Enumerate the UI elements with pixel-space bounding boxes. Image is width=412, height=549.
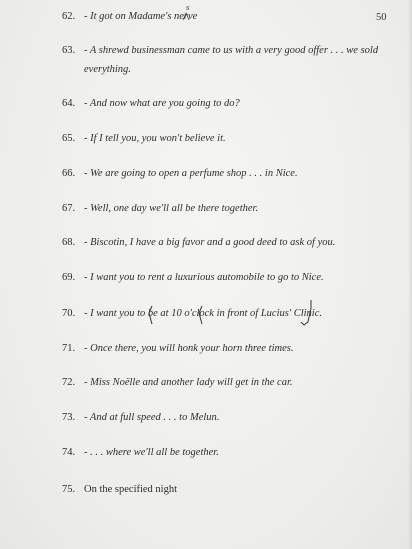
line-number-64: 64. [62, 98, 76, 109]
line-text-68: - Biscotin, I have a big favor and a good deed to ask of you. [84, 237, 336, 248]
line-number-66: 66. [62, 168, 76, 179]
line-number-69: 69. [62, 272, 76, 283]
line-text-67: - Well, one day we'll all be there together. [84, 203, 259, 214]
page-edge-shadow [408, 0, 412, 549]
line-text-70: - I want you to be at 10 o'clock in front of Lucius' Clinic. [84, 308, 322, 319]
line-number-71: 71. [62, 343, 76, 354]
line-number-68: 68. [62, 237, 76, 248]
line-text-69: - I want you to rent a luxurious automobile to go to Nice. [84, 272, 324, 283]
page-number: 50 [376, 12, 387, 23]
line-number-74: 74. [62, 447, 76, 458]
line-text-74: - . . . where we'll all be together. [84, 447, 219, 458]
line-number-70: 70. [62, 308, 76, 319]
line-text-75: On the specified night [84, 484, 178, 495]
line-number-65: 65. [62, 133, 76, 144]
line-text-63-continued: everything. [84, 64, 131, 75]
line-text-63: - A shrewd businessman came to us with a very good offer . . . we sold [84, 45, 379, 56]
line-number-63: 63. [62, 45, 76, 56]
line-number-73: 73. [62, 412, 76, 423]
line-text-66: - We are going to open a perfume shop . . . in Nice. [84, 168, 298, 179]
handwritten-s-mark: s [186, 4, 190, 12]
line-text-73: - And at full speed . . . to Melun. [84, 412, 220, 423]
line-text-64: - And now what are you going to do? [84, 98, 240, 109]
line-text-72: - Miss Noëlle and another lady will get in the car. [84, 377, 293, 388]
line-number-75: 75. [62, 484, 76, 495]
line-number-72: 72. [62, 377, 76, 388]
line-number-62: 62. [62, 11, 76, 22]
line-number-67: 67. [62, 203, 76, 214]
line-text-65: - If I tell you, you won't believe it. [84, 133, 226, 144]
line-text-71: - Once there, you will honk your horn three times. [84, 343, 294, 354]
line-text-62: - It got on Madame's nerve [84, 11, 198, 22]
